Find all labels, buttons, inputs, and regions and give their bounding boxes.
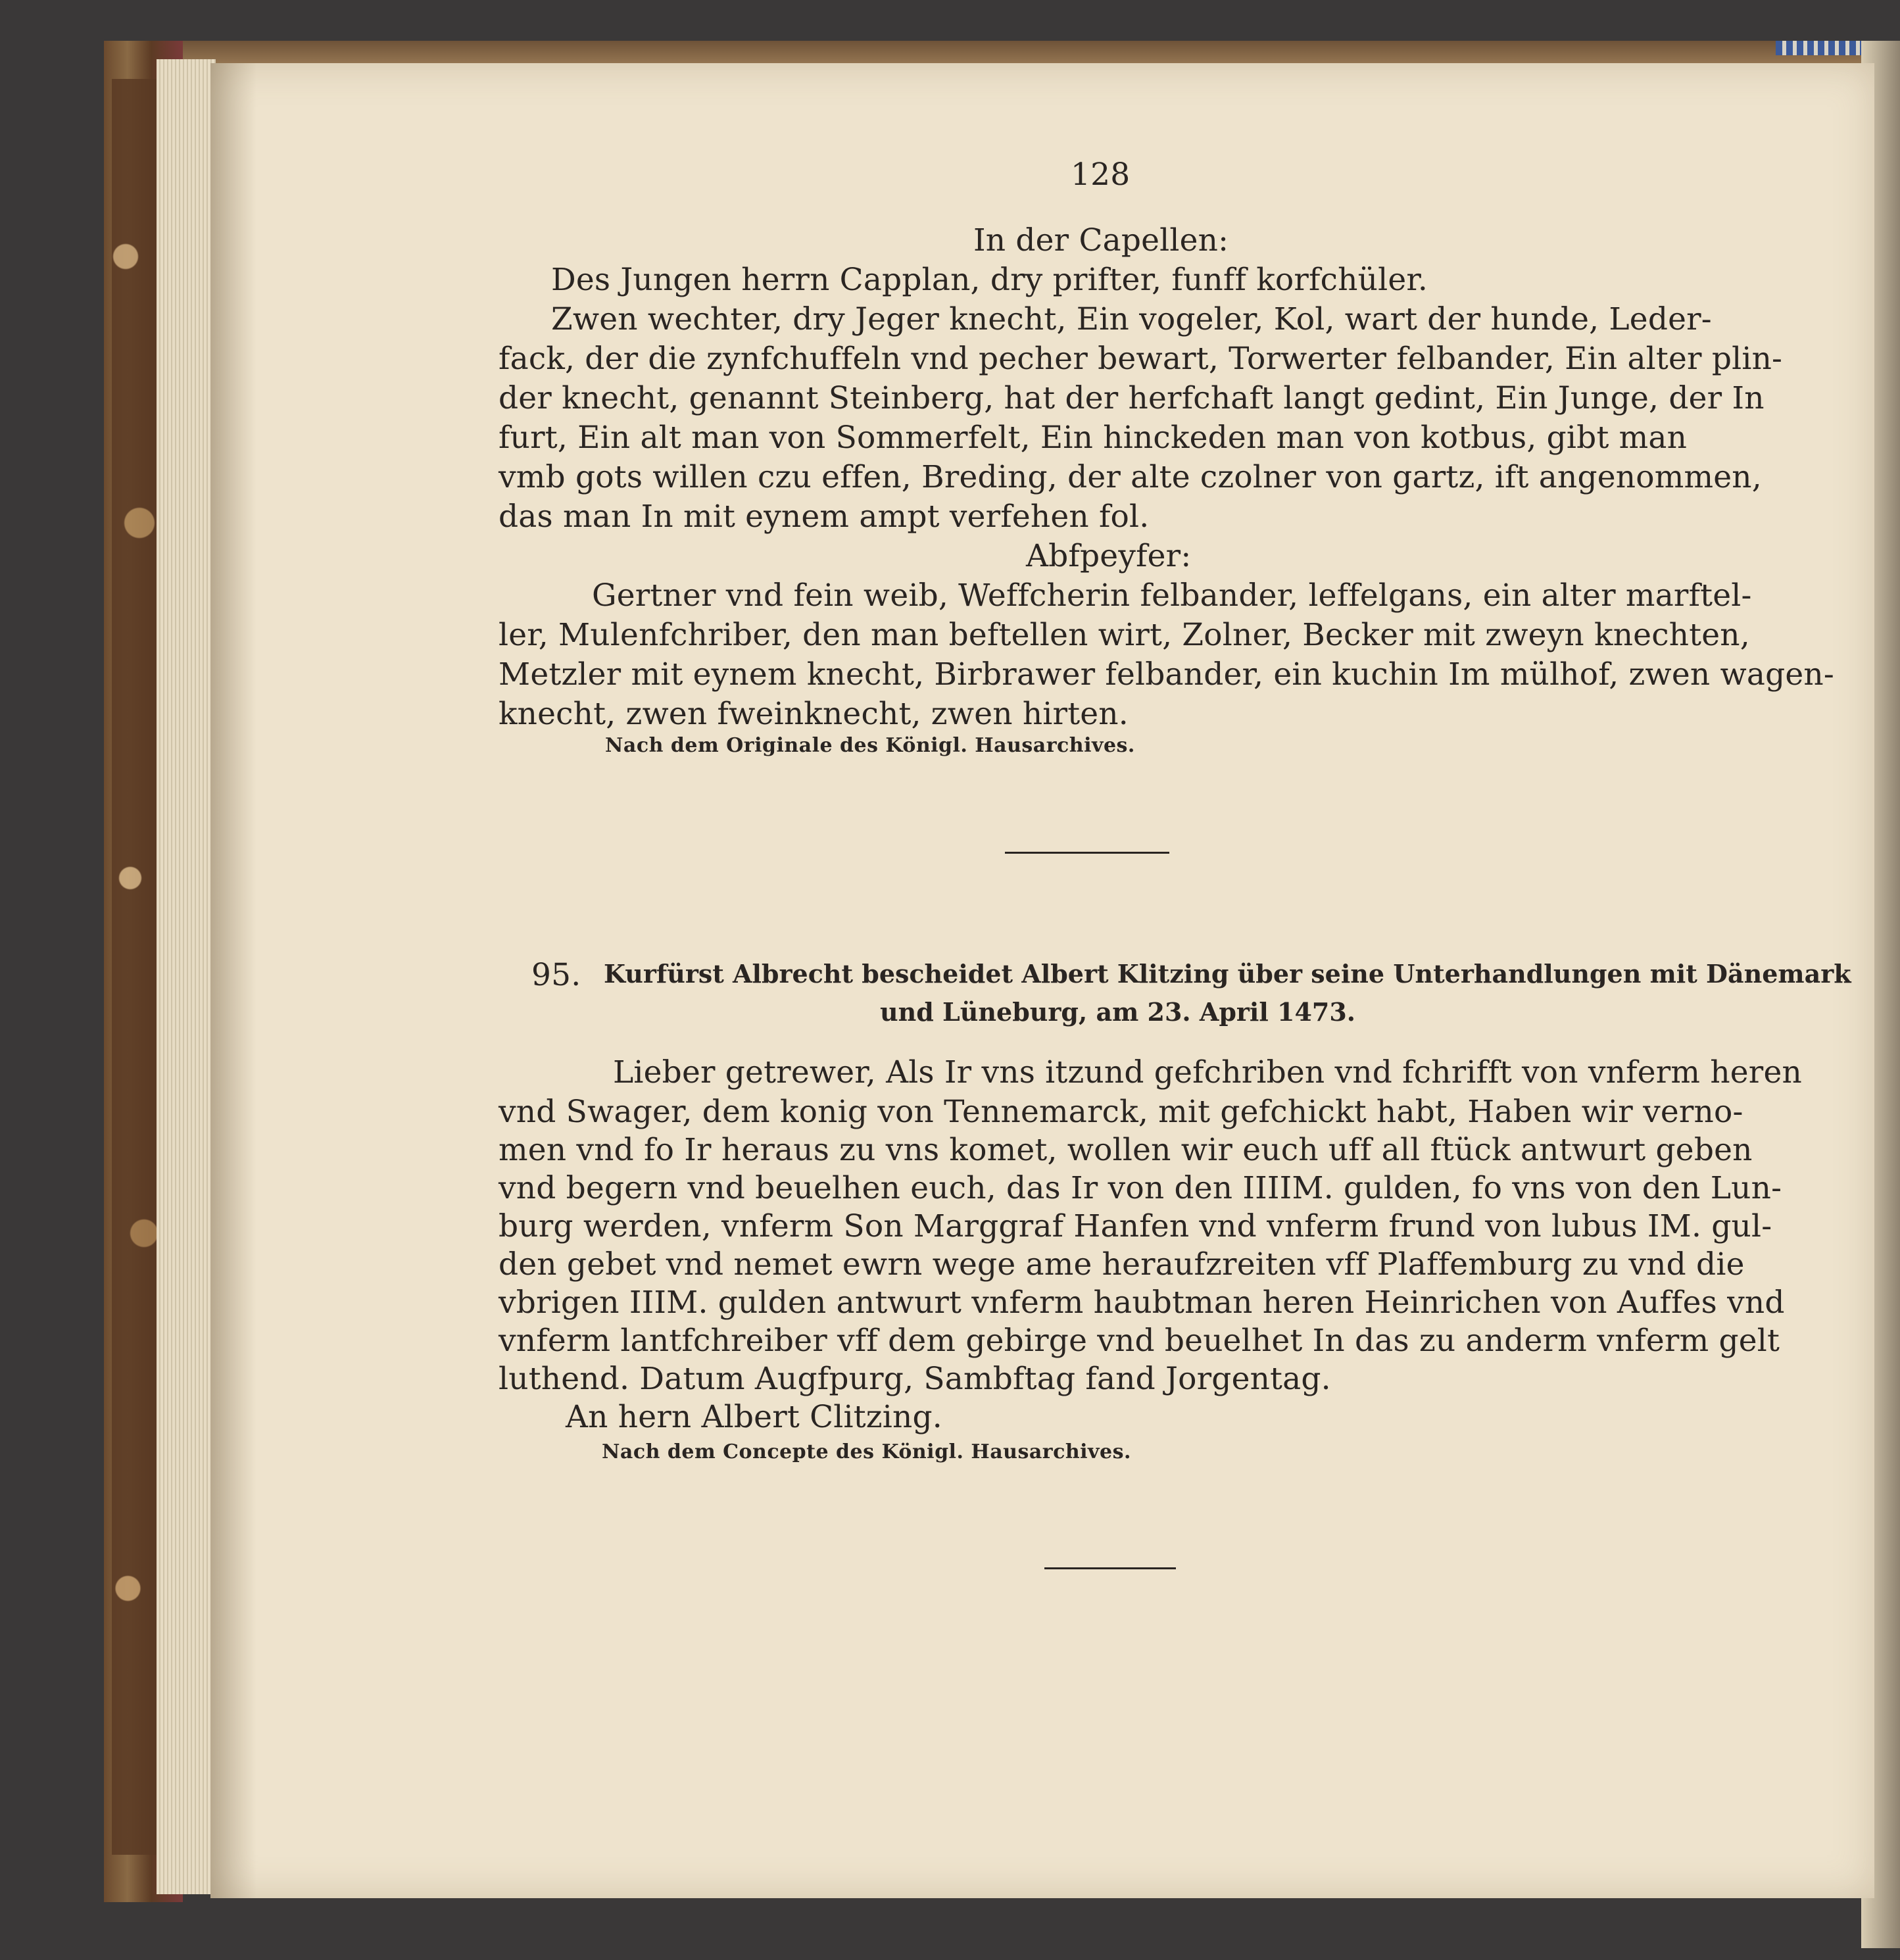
paragraph-line: das man In mit eynem ampt verfehen fol. [499,499,1150,535]
letter-line: den gebet vnd nemet ewrn wege ame heraufzreiten vff Plaffemburg zu vnd die [499,1246,1745,1283]
paragraph-line: Gertner vnd fein weib, Weffcherin felbander, leffelgans, ein alter marftel- [592,577,1752,614]
letter-line: burg werden, vnferm Son Marggraf Hanfen vnd vnferm frund von lubus IM. gul- [499,1208,1772,1244]
letter-address: An hern Albert Clitzing. [566,1399,942,1435]
source-note-concept: Nach dem Concepte des Königl. Hausarchives. [602,1440,1131,1463]
section-divider [1005,852,1169,854]
bookmark-ribbon [1776,41,1868,55]
document-title-line-2: und Lüneburg, am 23. April 1473. [880,997,1356,1027]
letter-line: vnd Swager, dem konig von Tennemarck, mit gefchickt habt, Haben wir verno- [499,1094,1743,1130]
section-heading-capellen: In der Capellen: [973,222,1229,258]
letter-line: vnd begern vnd beuelhen euch, das Ir von den IIIIM. gulden, fo vns von den Lun- [499,1170,1782,1206]
page-number: 128 [1071,157,1131,193]
letter-line: men vnd fo Ir heraus zu vns komet, wollen wir euch uff all ftück antwurt geben [499,1132,1753,1168]
paragraph-line: ler, Mulenfchriber, den man beftellen wirt, Zolner, Becker mit zweyn knechten, [499,617,1750,653]
paragraph-line: Metzler mit eynem knecht, Birbrawer felbander, ein kuchin Im mülhof, zwen wagen- [499,656,1834,693]
letter-line: luthend. Datum Augfpurg, Sambftag fand Jorgentag. [499,1361,1331,1397]
spine-shadow [210,63,256,1898]
marbled-endpaper [112,79,158,1855]
letter-line: vbrigen IIIM. gulden antwurt vnferm haubtman heren Heinrichen von Auffes vnd [499,1285,1785,1321]
document-title-line-1: Kurfürst Albrecht bescheidet Albert Klitzing über seine Unterhandlungen mit Dänemark [604,959,1851,989]
paragraph-line: Des Jungen herrn Capplan, dry prifter, funff korfchüler. [551,262,1428,298]
paragraph-line: vmb gots willen czu effen, Breding, der alte czolner von gartz, ift angenommen, [499,459,1762,495]
page-stack-edge [157,59,216,1894]
paragraph-line: Zwen wechter, dry Jeger knecht, Ein vogeler, Kol, wart der hunde, Leder- [551,301,1712,337]
paragraph-line: furt, Ein alt man von Sommerfelt, Ein hinckeden man von kotbus, gibt man [499,420,1688,456]
letter-line: Lieber getrewer, Als Ir vns itzund gefchriben vnd fchrifft von vnferm heren [613,1054,1802,1090]
letter-line: vnferm lantfchreiber vff dem gebirge vnd beuelhet In das zu anderm vnferm gelt [499,1323,1780,1359]
document-number: 95. [531,957,581,993]
paragraph-line: knecht, zwen fweinknecht, zwen hirten. [499,696,1129,732]
paragraph-line: fack, der die zynfchuffeln vnd pecher bewart, Torwerter felbander, Ein alter plin- [499,341,1783,377]
section-heading-abspeyser: Abfpeyfer: [1026,538,1192,574]
section-divider [1044,1567,1176,1569]
paragraph-line: der knecht, genannt Steinberg, hat der herfchaft langt gedint, Ein Junge, der In [499,380,1765,416]
source-note-original: Nach dem Originale des Königl. Hausarchives. [605,734,1135,757]
